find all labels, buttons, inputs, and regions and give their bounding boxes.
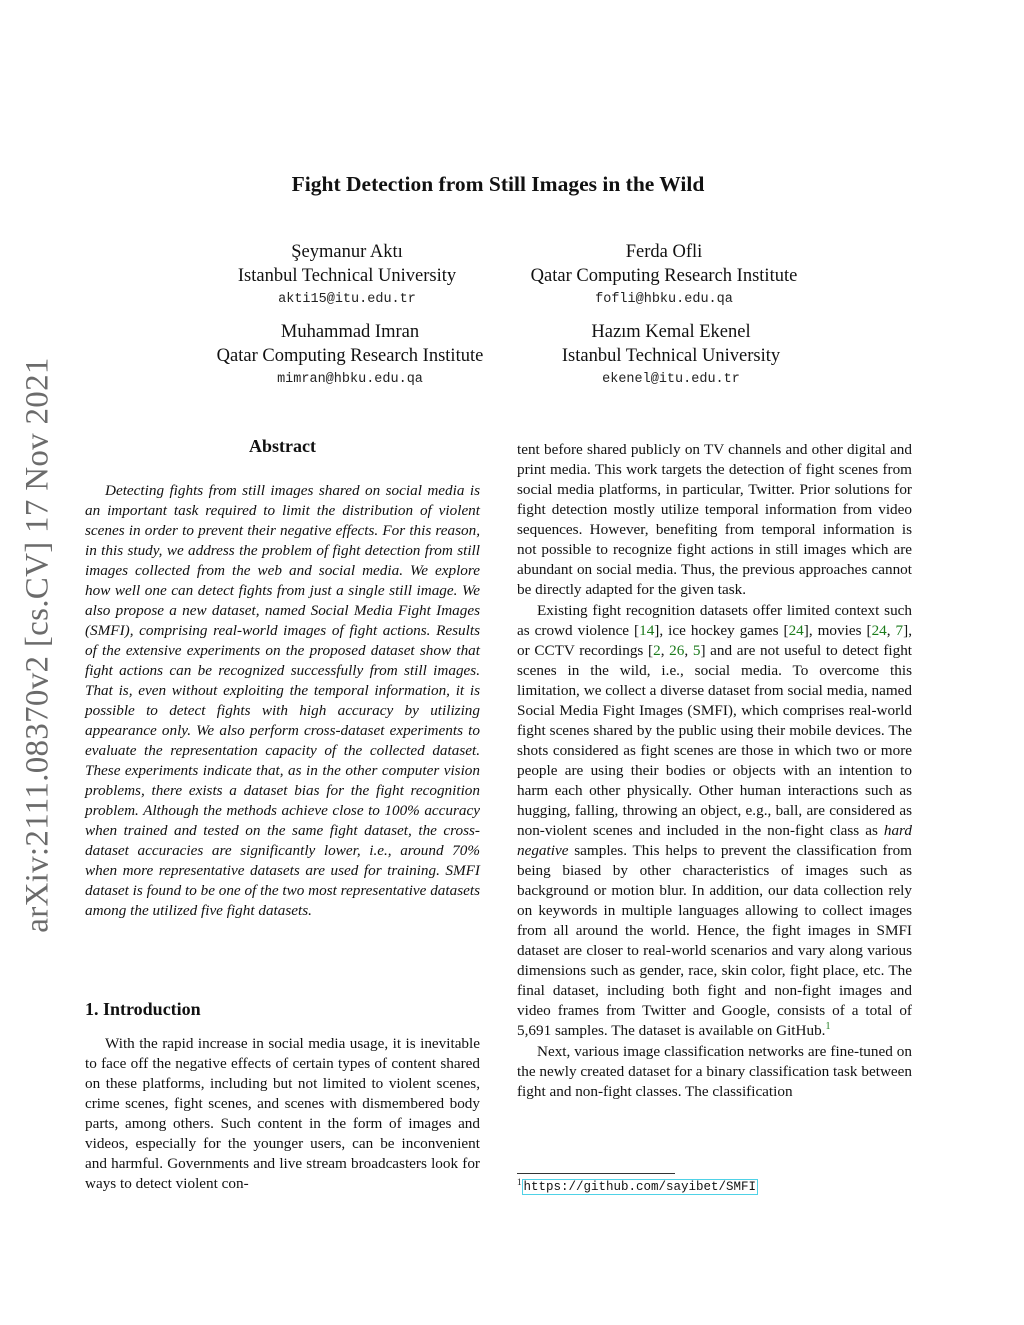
author-affiliation: Qatar Computing Research Institute [530,266,798,286]
footnote-marker[interactable]: 1 [825,1020,831,1032]
author-block [167,240,527,312]
author-name: Ferda Ofli [625,242,703,262]
author-email: ekenel@itu.edu.tr [602,372,740,387]
footnote-divider [517,1173,675,1174]
author-name: Şeymanur Aktı [291,242,403,262]
abstract-text: Detecting fights from still images shared on social media is an important task required to limit the distribution of violent scenes in order to prevent their negative effects. For this reason, in this study, we address the problem of fight detection from still images collected from the web and social media. We explore how well one can detect fights from just a single still image. We also propose a new dataset, named Social Media Fight Images (SMFI), comprising real-world images of fight actions. Results of the extensive experiments on the proposed dataset show that fight actions can be recognized successfully from still images. That is, even without exploiting the temporal information, it is possible to detect fights with high accuracy by utilizing appearance only. We also perform cross-dataset experiments to evaluate the representation capacity of the collected dataset. These experiments indicate that, as in the other computer vision problems, there exists a dataset bias for the fight recognition problem. Although the methods achieve close to 100% accuracy when trained and tested on the same fight dataset, the cross-dataset accuracies are significantly lower, i.e., around 70% when more representative datasets are used for training. SMFI dataset is found to be one of the two most representative datasets among the utilized five fight datasets. [85,482,480,919]
citation-link[interactable]: 7 [895,622,904,639]
paragraph-datasets: Existing fight recognition datasets offer limited context such as crowd violence [14], ice hockey games [24], movies [24, 7], or CCTV recordings [2, 26, 5] and are not useful to detect fight scenes in the wild, i.e., social media. To overcome this limitation, we collect a diverse dataset from social media, named Social Media Fight Images (SMFI), which comprises real-world fight scenes shared by the public using their mobile devices. The shots considered as fight scenes are those in which two or more people are using their bodies or objects with an intention to harm each other physically. Other human interactions such as hugging, falling, throwing an object, e.g., ball, are considered as non-violent scenes and included in the non-fight class as hard negative samples. This helps to prevent the classification from being biased by other characteristics of images such as background or motion blur. In addition, our data collection rely on keywords in multiple languages allowing to collect images from all around the world. Hence, the fight images in SMFI dataset are closer to real-world scenarios and vary along various dimensions such as gender, race, skin color, fight place, etc. The final dataset, including both fight and non-fight images and video frames from Twitter and Google, consists of a total of 5,691 samples. The dataset is available on GitHub.$^1$ [517,602,913,1039]
paragraph-continued: tent before shared publicly on TV channels and other digital and print media. This work targets the detection of fight scenes from social media platforms, in particular, Twitter. Prior solutions for fight detection mostly utilize temporal information from video sequences. However, benefiting from temporal information is not possible to recognize fight actions in still images which are abundant on social media. Thus, the previous approaches cannot be directly adapted for the given task. [517,441,912,598]
citation-link[interactable]: 5 [692,642,701,659]
paper-title: Fight Detection from Still Images in the Wild [291,172,705,196]
author-name: Hazım Kemal Ekenel [591,322,751,342]
paragraph-next: Next, various image classification networks are fine-tuned on the newly created dataset for a binary classification task between fight and non-fight classes. The classification [517,1043,912,1100]
footnote [517,1177,758,1194]
abstract-body [85,481,480,921]
author-email: fofli@hbku.edu.qa [595,292,733,307]
abstract-heading: Abstract [249,436,316,456]
right-column [517,440,912,1102]
author-affiliation: Istanbul Technical University [237,266,457,286]
introduction-body [85,1034,480,1194]
author-name: Muhammad Imran [280,322,420,342]
author-block [484,240,844,312]
intro-paragraph: With the rapid increase in social media usage, it is inevitable to face off the negative effects of certain types of content shared on these platforms, including but not limited to violent scenes, crime scenes, fight scenes, and scenes with dismembered body parts, among others. Such content in the form of images and videos, especially for the younger users, can be inconvenient and harmful. Governments and live stream broadcasters look for ways to detect violent con- [85,1035,480,1192]
author-affiliation: Istanbul Technical University [561,346,781,366]
citation-link[interactable]: 24 [788,622,804,639]
emphasis-hard-negative: hard negative [517,822,912,859]
citation-link[interactable]: 24 [871,622,887,639]
citation-link[interactable]: 14 [639,622,655,639]
author-email: akti15@itu.edu.tr [278,292,416,307]
arxiv-sidebar [16,350,60,940]
author-email: mimran@hbku.edu.qa [277,372,423,387]
author-block [170,320,530,392]
arxiv-identifier: arXiv:2111.08370v2 [cs.CV] 17 Nov 2021 [19,357,56,933]
author-block [491,320,851,392]
citation-link[interactable]: 2 [653,642,661,659]
github-url-link[interactable]: https://github.com/sayibet/SMFI [523,1180,757,1195]
author-affiliation: Qatar Computing Research Institute [216,346,484,366]
citation-link[interactable]: 26 [669,642,685,659]
section-heading-introduction: 1. Introduction [85,999,201,1019]
footnote-number: 1 [517,1177,522,1187]
